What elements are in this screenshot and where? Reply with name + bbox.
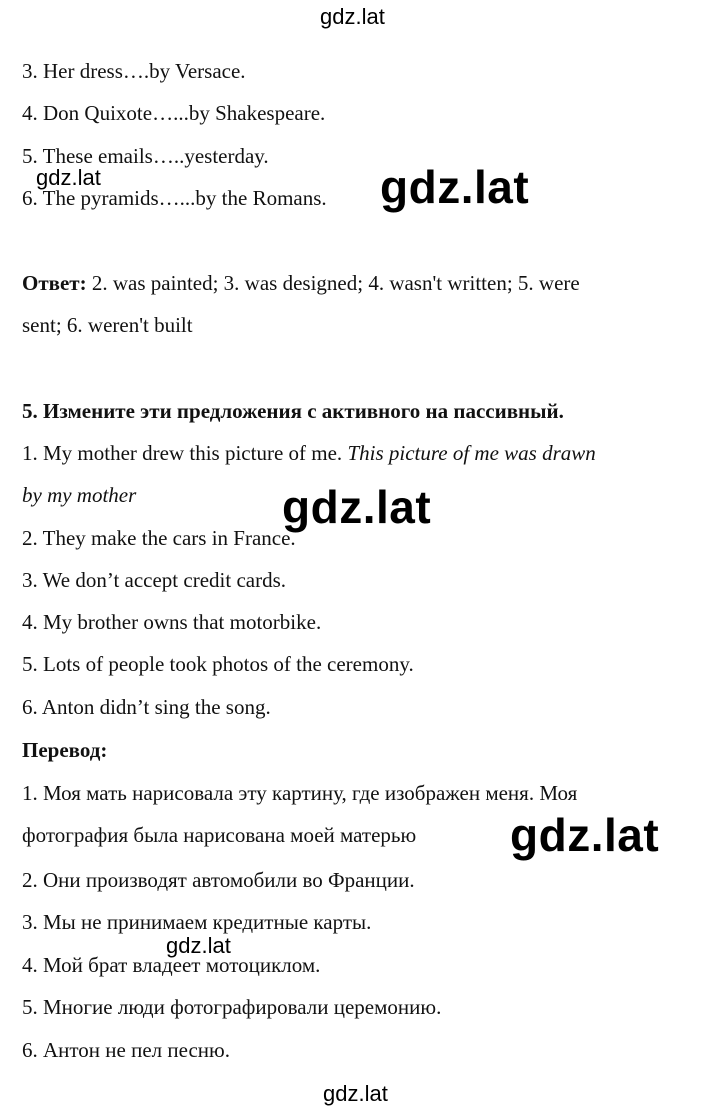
ex4-item-6: 6. The pyramids…...by the Romans. (22, 186, 327, 210)
watermark-big-2: gdz.lat (282, 481, 432, 533)
watermark-small-mid: gdz.lat (166, 933, 231, 958)
watermark-bottom: gdz.lat (323, 1081, 388, 1106)
ex4-answer-line-1 (22, 270, 580, 296)
ex4-answer-line-2: sent; 6. weren't built (22, 313, 193, 337)
ex4-item-3: 3. Her dress….by Versace. (22, 59, 246, 83)
watermark-big-3: gdz.lat (510, 809, 660, 861)
answer-text: 2. was painted; 3. was designed; 4. wasn't written; 5. were (86, 271, 580, 295)
translation-item-2: 2. Они производят автомобили во Франции. (22, 868, 415, 892)
answer-label: Ответ: (22, 271, 87, 295)
ex5-item-1-answer: This picture of me was drawn (347, 441, 596, 465)
watermark-big-1: gdz.lat (380, 161, 530, 213)
watermark-small-left: gdz.lat (36, 165, 101, 190)
translation-line-1: 1. Моя мать нарисовала эту картину, где изображен меня. Моя (22, 781, 578, 805)
ex5-item-4: 4. My brother owns that motorbike. (22, 610, 322, 634)
ex5-item-1-answer-cont: by my mother (22, 483, 137, 507)
ex5-item-6: 6. Anton didn’t sing the song. (22, 695, 271, 719)
ex5-item-2: 2. They make the cars in France. (22, 526, 296, 550)
translation-line-1b: фотография была нарисована моей матерью (22, 823, 417, 847)
ex4-item-4: 4. Don Quixote…...by Shakespeare. (22, 101, 326, 125)
ex5-item-1-text: 1. My mother drew this picture of me. (22, 441, 348, 465)
ex5-item-5: 5. Lots of people took photos of the ceremony. (22, 652, 414, 676)
watermark-top: gdz.lat (320, 4, 385, 29)
translation-item-5: 5. Многие люди фотографировали церемонию. (22, 995, 442, 1019)
translation-heading: Перевод: (22, 738, 108, 762)
translation-item-6: 6. Антон не пел песню. (22, 1038, 230, 1062)
ex5-item-1 (22, 440, 596, 466)
translation-item-4: 4. Мой брат владеет мотоциклом. (22, 953, 321, 977)
translation-item-3: 3. Мы не принимаем кредитные карты. (22, 910, 372, 934)
ex5-item-3: 3. We don’t accept credit cards. (22, 568, 287, 592)
ex4-item-5: 5. These emails…..yesterday. (22, 144, 269, 168)
ex5-heading: 5. Измените эти предложения с активного на пассивный. (22, 399, 564, 423)
